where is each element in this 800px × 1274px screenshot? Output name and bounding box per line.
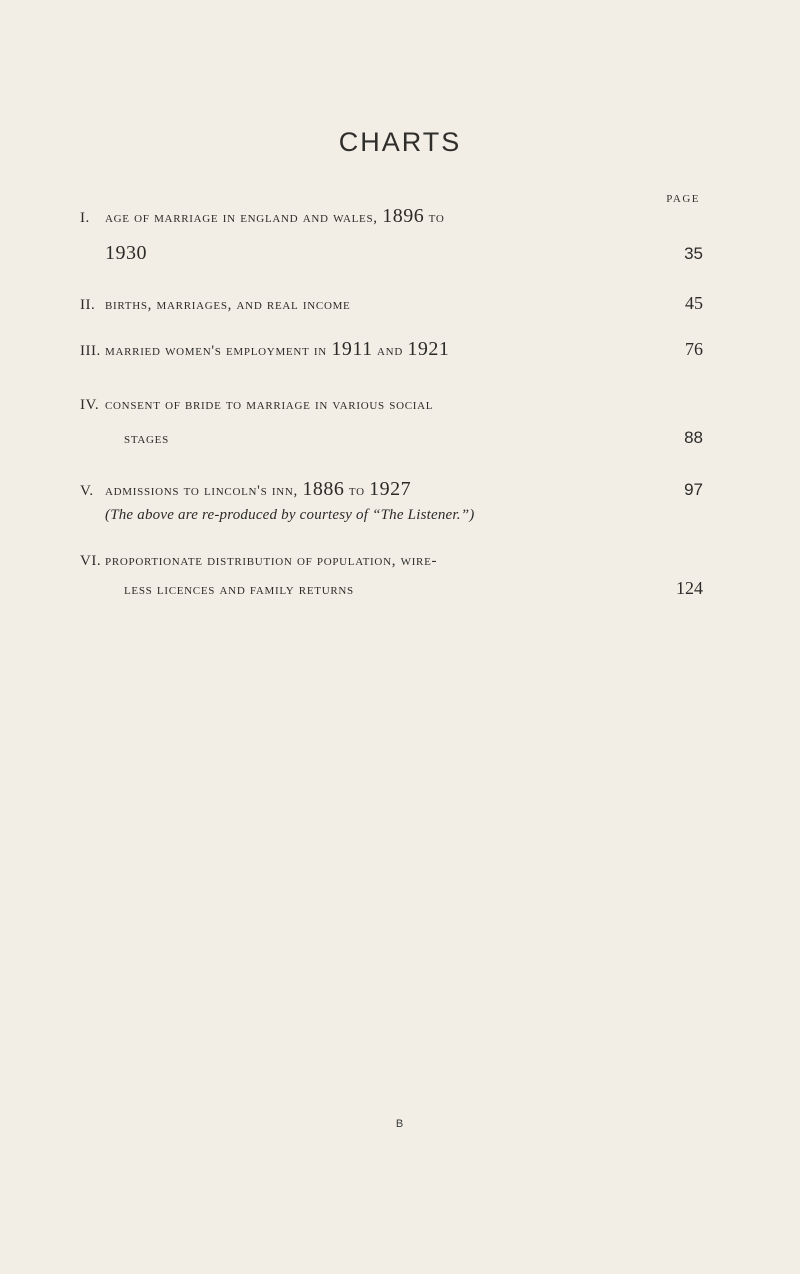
entry-title [105, 205, 703, 228]
entry-year: 1921 [407, 338, 450, 360]
entry-year: 1911 [331, 338, 373, 360]
entry-year: 1930 [105, 242, 147, 264]
entry-number: III. [80, 343, 101, 359]
entry-year: 1886 [302, 478, 345, 500]
entry-title-part: age of marriage in england and wales, [105, 210, 383, 226]
entry-title: consent of bride to marriage in various social [105, 397, 434, 413]
chart-entry-4 [80, 397, 703, 448]
entry-line [80, 478, 703, 501]
signature-mark: B [395, 1118, 405, 1130]
entry-number: II. [80, 297, 96, 313]
entry-title-part: to [424, 210, 445, 226]
chart-entry-5 [80, 478, 703, 524]
entry-line [80, 242, 703, 265]
entry-line [80, 397, 703, 414]
entry-page-number: 88 [684, 428, 703, 447]
entry-number: IV. [80, 397, 100, 413]
entry-title: births, marriages, and real income [105, 297, 351, 313]
entry-line [80, 205, 703, 228]
entry-line [80, 428, 703, 448]
chart-entry-1 [80, 205, 703, 265]
chart-entry-6 [80, 553, 703, 599]
chart-entry-3 [80, 338, 703, 361]
entry-page-number: 124 [676, 578, 703, 598]
chart-entry-2 [80, 293, 703, 314]
entry-title-continued: stages [124, 431, 169, 447]
entry-title-part: admissions to lincoln's inn, [105, 483, 303, 499]
entry-title-part: married women's employment in [105, 343, 332, 359]
entry-page-number: 76 [685, 339, 703, 359]
entry-title [105, 338, 673, 361]
entry-year: 1896 [382, 205, 425, 227]
entry-title: proportionate distribution of population, wire- [105, 553, 438, 569]
entry-line [80, 578, 703, 599]
entry-line [80, 553, 703, 570]
entry-title-continued [80, 242, 673, 265]
entry-title [105, 478, 673, 501]
entry-line [80, 338, 703, 361]
entry-title-part: to [344, 483, 370, 499]
entry-page-number: 45 [685, 293, 703, 313]
page-title: CHARTS [338, 127, 462, 157]
entry-page-number: 35 [684, 244, 703, 263]
entry-number: I. [80, 210, 90, 226]
entry-title-part: and [372, 343, 408, 359]
entry-line [80, 293, 703, 314]
entry-note: (The above are re-produced by courtesy of “The Listener.”) [105, 507, 475, 523]
page-column-heading: PAGE [666, 193, 700, 205]
entry-title-continued: less licences and family returns [124, 582, 354, 598]
entry-number: V. [80, 483, 94, 499]
entry-number: VI. [80, 553, 102, 569]
entry-year: 1927 [369, 478, 412, 500]
entry-page-number: 97 [684, 480, 703, 499]
